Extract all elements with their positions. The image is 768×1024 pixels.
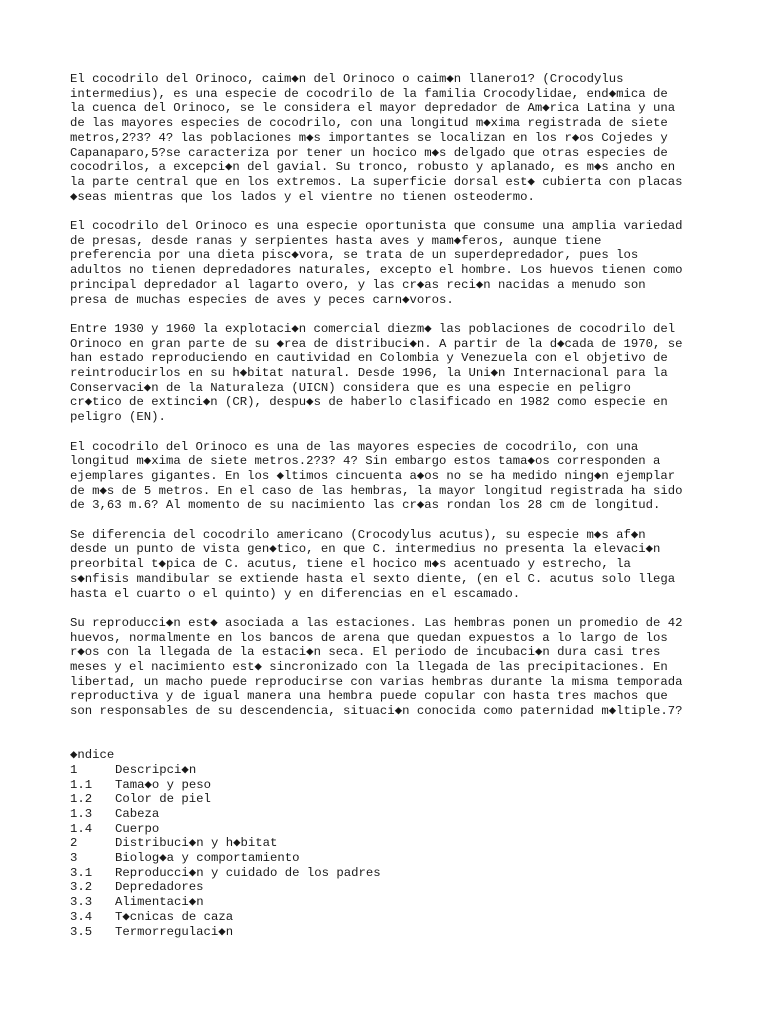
paragraph-differences: Se diferencia del cocodrilo americano (Crocodylus acutus), su especie m◆s af◆n desde un punto de vista gen◆tico, en que C. intermedius no presenta la elevaci◆n preorbital t◆pica de C. acutus, tiene el hocico m◆s acentuado y estrecho, la s◆nfisis mandibular se extiende hasta el sexto diente, (en el C. acutus solo llega hasta el cuarto o el quinto) y en diferencias en el escamado. (70, 527, 676, 601)
toc-item[interactable] (70, 880, 710, 895)
toc-item[interactable] (70, 807, 710, 822)
toc-item-number: 3.1 (70, 865, 93, 880)
toc-item-number: 1.1 (70, 777, 93, 792)
toc-item[interactable] (70, 851, 710, 866)
toc-list (70, 763, 710, 939)
toc-item-number: 1.3 (70, 807, 93, 821)
toc-item[interactable] (70, 822, 710, 837)
toc-item-label: Alimentaci◆n (115, 895, 204, 910)
toc-item-number: 3.2 (70, 880, 93, 895)
toc-item-number: 1 (70, 762, 78, 777)
toc-item-label: Cabeza (115, 807, 160, 821)
paragraph-diet: El cocodrilo del Orinoco es una especie oportunista que consume una amplia variedad de presas, desde ranas y serpientes hasta aves y mam◆feros, aunque tiene preferencia por una dieta pisc◆vora, se trata de un superdepredador, pues los adultos no tienen depredadores naturales, excepto el hombre. Los huevos tienen como principal depredador al lagarto overo, y las cr◆as reci◆n nacidas a menudo son presa de muchas especies de aves y peces carn◆voros. (70, 219, 683, 307)
toc-item[interactable] (70, 836, 710, 851)
toc-item-label: Reproducci◆n y cuidado de los padres (115, 865, 381, 880)
toc-item-label: Distribuci◆n y h◆bitat (115, 836, 278, 851)
toc-item-number: 3.5 (70, 924, 93, 939)
toc-item-label: T◆cnicas de caza (115, 909, 234, 924)
toc-item[interactable] (70, 763, 710, 778)
toc-item[interactable] (70, 910, 710, 925)
toc-title: ◆ndice (70, 748, 115, 763)
toc-item[interactable] (70, 792, 710, 807)
toc-item[interactable] (70, 925, 710, 940)
toc-item-number: 1.2 (70, 792, 93, 807)
toc-item-label: Color de piel (115, 792, 211, 807)
toc-item-label: Cuerpo (115, 821, 160, 836)
toc-item-label: Descripci◆n (115, 762, 197, 777)
paragraph-reproduction: Su reproducci◆n est◆ asociada a las estaciones. Las hembras ponen un promedio de 42 huevos, normalmente en los bancos de arena que quedan expuestos a lo largo de los r◆os con la llegada de la estaci◆n seca. El periodo de incubaci◆n dura casi tres meses y el nacimiento est◆ sincronizado con la llegada de las precipitaciones. En libertad, un macho puede reproducirse con varias hembras durante la misma temporada reproductiva y de igual manera una hembra puede copular con hasta tres machos que son responsables de su descendencia, situaci◆n conocida como paternidad m◆ltiple.7? (70, 615, 683, 719)
paragraph-conservation: Entre 1930 y 1960 la explotaci◆n comercial diezm◆ las poblaciones de cocodrilo del Orinoco en gran parte de su ◆rea de distribuci◆n. A partir de la d◆cada de 1970, se han estado reproduciendo en cautividad en Colombia y Venezuela con el objetivo de reintroducirlos en su h◆bitat natural. Desde 1996, la Uni◆n Internacional para la Conservaci◆n de la Naturaleza (UICN) considera que es una especie en peligro cr◆tico de extinci◆n (CR), despu◆s de haberlo clasificado en 1982 como especie en peligro (EN). (70, 321, 683, 425)
toc-item[interactable] (70, 895, 710, 910)
toc-item-number: 2 (70, 836, 78, 851)
toc-item[interactable] (70, 778, 710, 793)
document-content (70, 72, 710, 939)
toc-item-number: 3 (70, 851, 78, 866)
section-spacer (70, 734, 710, 749)
toc-item-label: Tama◆o y peso (115, 777, 211, 792)
toc-item-label: Termorregulaci◆n (115, 924, 234, 939)
toc-item-label: Biolog◆a y comportamiento (115, 851, 300, 866)
paragraph-size: El cocodrilo del Orinoco es una de las mayores especies de cocodrilo, con una longitud m◆xima de siete metros.2?3? 4? Sin embargo estos tama◆os corresponden a ejemplares gigantes. En los ◆ltimos cincuenta a◆os no se ha medido ning◆n ejemplar de m◆s de 5 metros. En el caso de las hembras, la mayor longitud registrada ha sido de 3,63 m.6? Al momento de su nacimiento las cr◆as rondan los 28 cm de longitud. (70, 439, 683, 513)
toc-item-number: 1.4 (70, 821, 93, 836)
table-of-contents (70, 748, 710, 939)
toc-item-label: Depredadores (115, 880, 204, 895)
toc-item-number: 3.4 (70, 909, 93, 924)
toc-item[interactable] (70, 866, 710, 881)
toc-item-number: 3.3 (70, 895, 93, 910)
paragraph-description: El cocodrilo del Orinoco, caim◆n del Orinoco o caim◆n llanero1? (Crocodylus intermedius), es una especie de cocodrilo de la familia Crocodylidae, end◆mica de la cuenca del Orinoco, se le considera el mayor depredador de Am◆rica Latina y una de las mayores especies de cocodrilo, con una longitud m◆xima registrada de siete metros,2?3? 4? las poblaciones m◆s importantes se localizan en los r◆os Cojedes y Capanaparo,5?se caracteriza por tener un hocico m◆s delgado que otras especies de cocodrilos, a excepci◆n del gavial. Su tronco, robusto y aplanado, es m◆s ancho en la parte central que en los extremos. La superficie dorsal est◆ cubierta con placas ◆seas mientras que los lados y el vientre no tienen osteodermo. (70, 72, 683, 204)
